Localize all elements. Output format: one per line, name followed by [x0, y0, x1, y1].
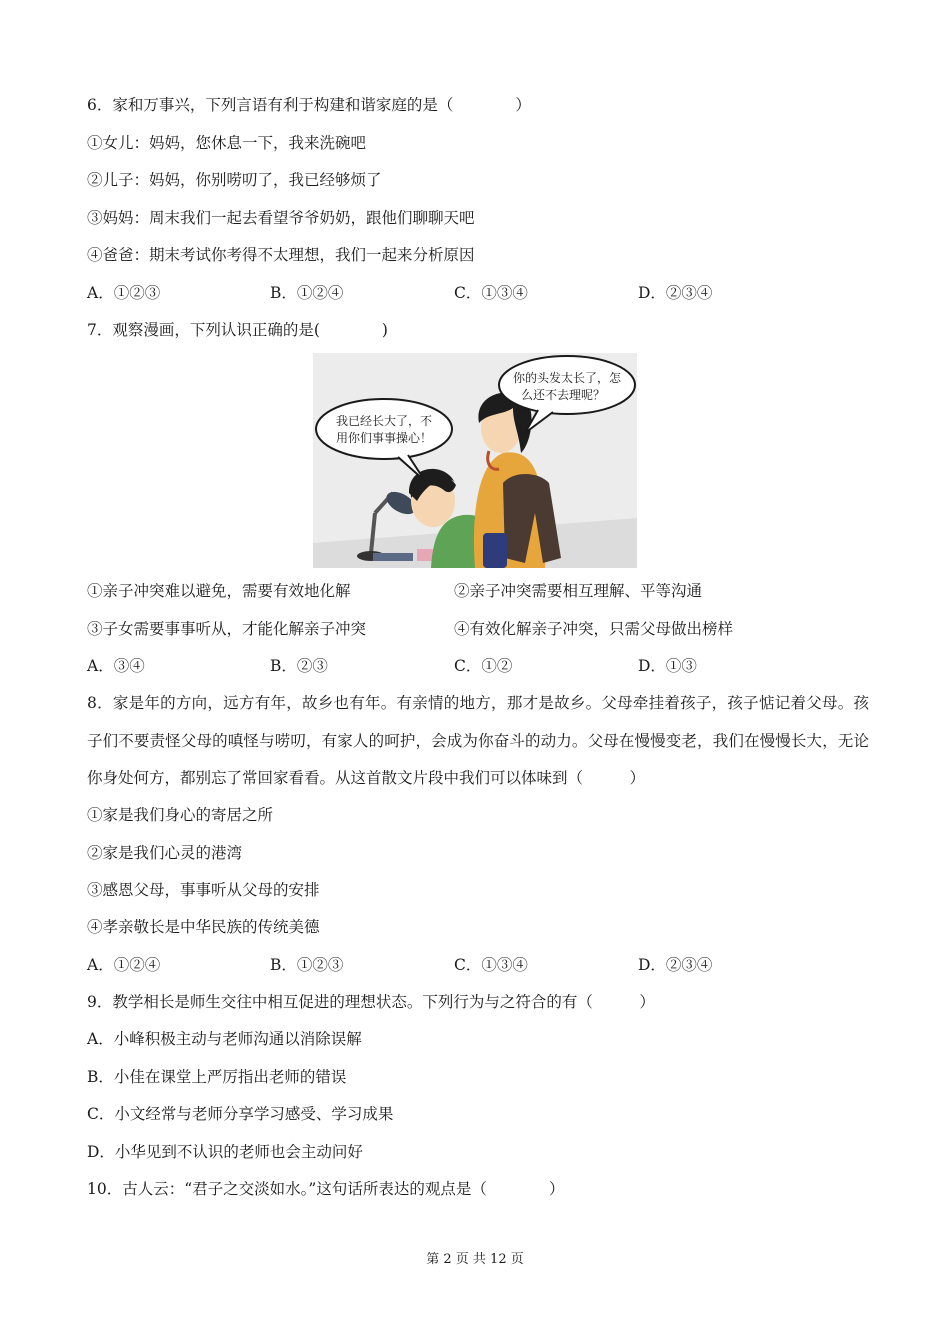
question-7-items-row-2: [87, 618, 867, 640]
question-7-stem: 7．观察漫画，下列认识正确的是( ): [87, 321, 388, 339]
question-6-stem: 6．家和万事兴，下列言语有利于构建和谐家庭的是（ ）: [87, 96, 531, 114]
option-d: D．②③④: [638, 956, 713, 974]
son-speech-line-2: 用你们事事操心！: [335, 431, 433, 445]
question-9-option-b: B．小佳在课堂上严厉指出老师的错误: [87, 1068, 347, 1086]
question-8-item-1: ①家是我们身心的寄居之所: [87, 806, 274, 824]
question-9-option-a: A．小峰积极主动与老师沟通以消除误解: [87, 1030, 362, 1048]
question-7-items-row-1: [87, 580, 867, 602]
question-6-item-4: ④爸爸：期末考试你考得不太理想，我们一起来分析原因: [87, 246, 475, 264]
page-footer: 第 2 页 共 12 页: [426, 1252, 524, 1267]
question-6-options: [87, 282, 867, 304]
question-8-item-2: ②家是我们心灵的港湾: [87, 844, 243, 862]
option-c: C．①③④: [454, 284, 528, 302]
question-7-item-3: ③子女需要事事听从，才能化解亲子冲突: [87, 620, 367, 638]
question-9-option-c: C．小文经常与老师分享学习感受、学习成果: [87, 1105, 394, 1123]
question-7-item-1: ①亲子冲突难以避免，需要有效地化解: [87, 582, 351, 600]
option-c: C．①③④: [454, 956, 528, 974]
mother-speech-line-2: 么还不去理呢？: [520, 388, 606, 402]
option-d: D．①③: [638, 657, 697, 675]
option-c: C．①②: [454, 657, 513, 675]
son-speech-line-1: 我已经长大了，不: [335, 414, 433, 428]
question-6-item-3: ③妈妈：周末我们一起去看望爷爷奶奶，跟他们聊聊天吧: [87, 209, 475, 227]
question-6-item-1: ①女儿：妈妈，您休息一下，我来洗碗吧: [87, 134, 367, 152]
option-a: A．③④: [87, 657, 145, 675]
question-9-option-d: D．小华见到不认识的老师也会主动问好: [87, 1143, 363, 1161]
option-b: B．①②④: [270, 284, 344, 302]
chair-shape: [483, 533, 507, 568]
books-shape: [373, 553, 413, 561]
cartoon-illustration: [313, 353, 637, 568]
question-8-item-3: ③感恩父母，事事听从父母的安排: [87, 881, 320, 899]
option-d: D．②③④: [638, 284, 713, 302]
option-a: A．①②③: [87, 284, 161, 302]
mother-speech-line-1: 你的头发太长了，怎: [512, 371, 622, 385]
question-8-options: [87, 954, 867, 976]
question-6-item-2: ②儿子：妈妈，你别唠叨了，我已经够烦了: [87, 171, 382, 189]
question-9-stem: 9．教学相长是师生交往中相互促进的理想状态。下列行为与之符合的有（ ）: [87, 993, 655, 1011]
option-b: B．②③: [270, 657, 328, 675]
question-10-stem: 10．古人云：“君子之交淡如水。”这句话所表达的观点是（ ）: [87, 1180, 565, 1198]
question-7-item-4: ④有效化解亲子冲突，只需父母做出榜样: [454, 620, 734, 638]
option-a: A．①②④: [87, 956, 161, 974]
option-b: B．①②③: [270, 956, 344, 974]
question-7-item-2: ②亲子冲突需要相互理解、平等沟通: [454, 582, 703, 600]
question-8-item-4: ④孝亲敬长是中华民族的传统美德: [87, 918, 320, 936]
question-8-stem: 8．家是年的方向，远方有年，故乡也有年。有亲情的地方，那才是故乡。父母牵挂着孩子，孩子惦记着父母。孩子们不要责怪父母的嗔怪与唠叨，有家人的呵护，会成为你奋斗的动力。父母在慢慢变老，我们在慢慢长大，无论你身处何方，都别忘了常回家看看。从这首散文片段中我们可以体味到（ ）: [87, 694, 869, 787]
question-7-options: [87, 655, 867, 677]
